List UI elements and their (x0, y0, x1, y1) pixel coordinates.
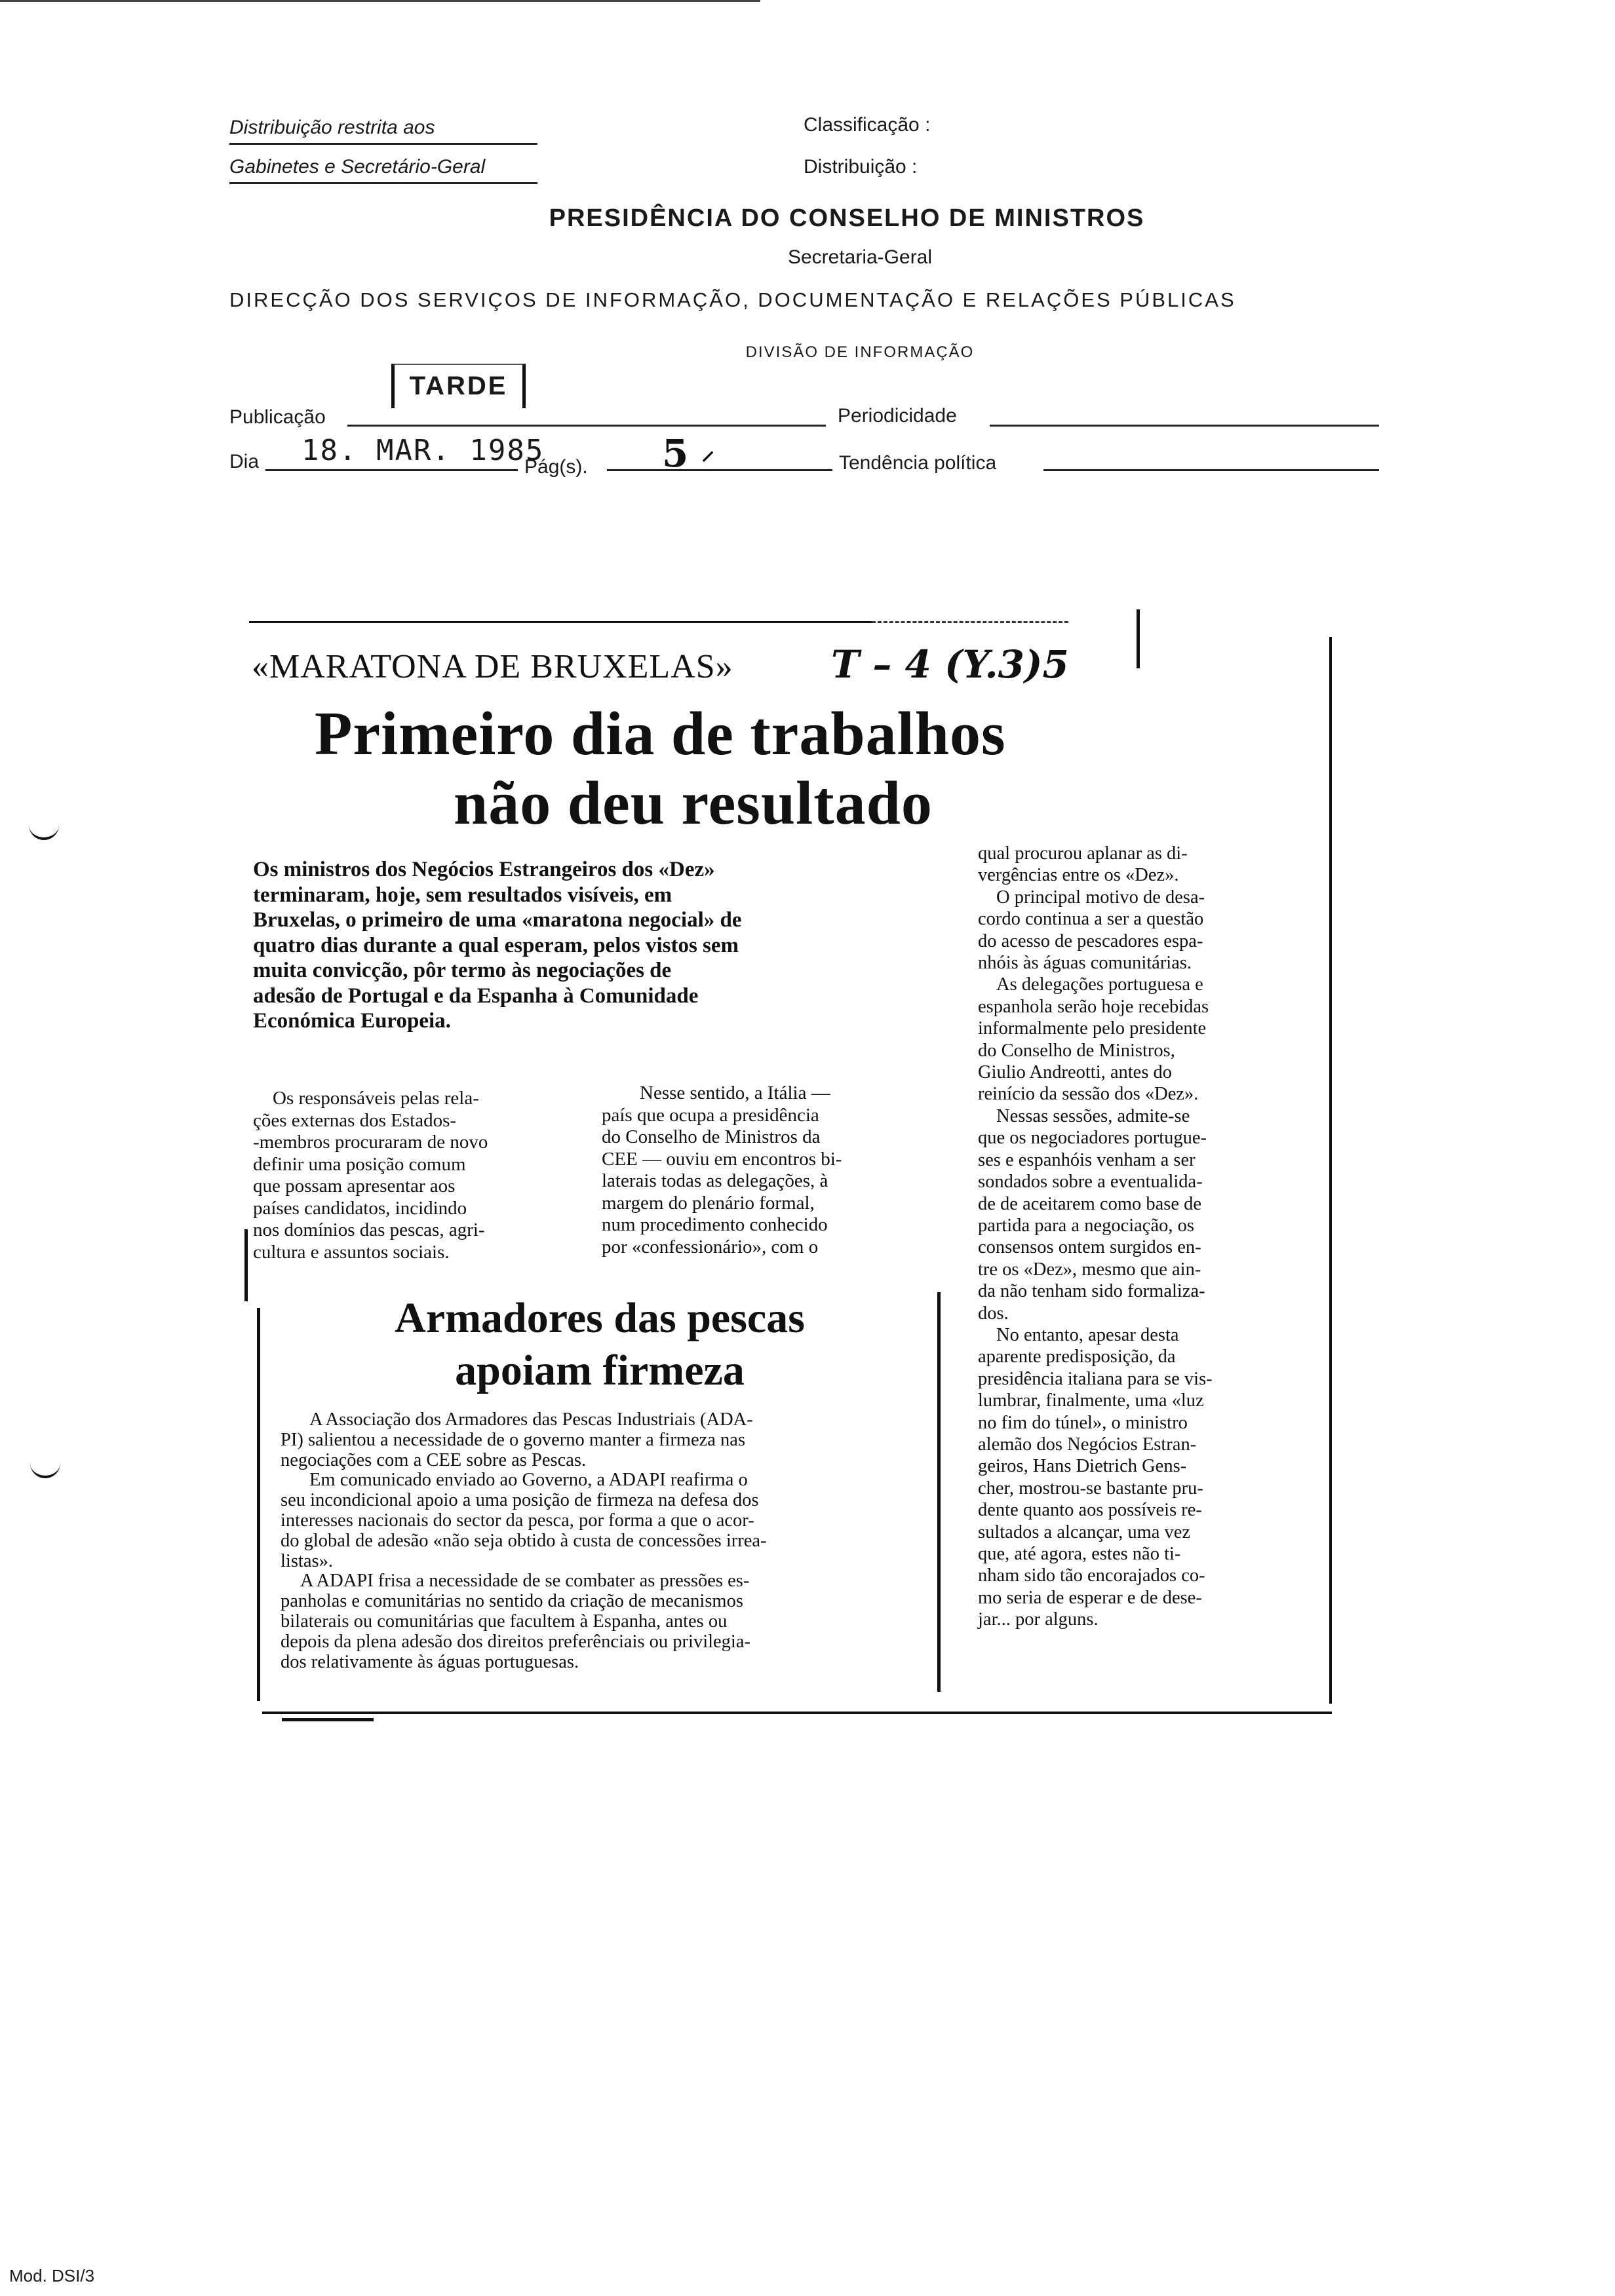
headline-line1: Primeiro dia de trabalhos (315, 700, 1006, 768)
box-line: listas». (281, 1550, 333, 1571)
column-line: nos domínios das pescas, agri- (253, 1219, 485, 1240)
column-line: cultura e assuntos sociais. (253, 1241, 450, 1263)
clipping-right-edge (1329, 637, 1332, 1704)
column-line: que possam apresentar aos (253, 1176, 456, 1196)
restricted-underline-1 (229, 143, 537, 145)
date-stamp: 18. MAR. 1985 (302, 434, 545, 467)
column-line: da não tenham sido formaliza- (978, 1281, 1205, 1302)
restricted-distribution-line1: Distribuição restrita aos (229, 117, 435, 138)
form-code: Mod. DSI/3 (9, 2266, 95, 2286)
publication-stamp (391, 364, 526, 408)
box-line: PI) salientou a necessidade de o governo manter a firmeza nas (281, 1429, 746, 1450)
box-line: bilaterais ou comunitárias que facultem à Espanha, antes ou (281, 1611, 728, 1632)
box-line: seu incondicional apoio a uma posição de firmeza na defesa dos (281, 1490, 759, 1511)
column-line: reinício da sessão dos «Dez». (978, 1084, 1199, 1105)
box-line: do global de adesão «não seja obtido à custa de concessões irrea- (281, 1530, 767, 1551)
lead-line: Os ministros dos Negócios Estrangeiros dos «Dez» (253, 858, 715, 881)
column-line: As delegações portuguesa e (996, 974, 1203, 995)
column-line: -membros procuraram de novo (253, 1132, 488, 1153)
binder-hole-mark-bottom (30, 1449, 60, 1478)
column-line: No entanto, apesar desta (996, 1324, 1179, 1345)
column-line: ções externas dos Estados- (253, 1109, 457, 1131)
handwritten-tick (1137, 609, 1140, 668)
institution-title: PRESIDÊNCIA DO CONSELHO DE MINISTROS (549, 204, 1145, 232)
box-body (281, 1410, 929, 1672)
column-line: tre os «Dez», mesmo que ain- (978, 1259, 1201, 1280)
column-line: país que ocupa a presidência (602, 1104, 819, 1126)
column-line: jar... por alguns. (978, 1609, 1099, 1630)
column-line: ses e espanhóis venham a ser (978, 1149, 1196, 1170)
box-left-rule (257, 1308, 260, 1701)
box-line: negociações com a CEE sobre as Pescas. (281, 1449, 587, 1470)
pages-check-mark: ⸝ (701, 435, 714, 466)
column-line: O principal motivo de desa- (996, 887, 1205, 908)
column-line: por «confessionário», com o (602, 1236, 819, 1257)
column-line: qual procurou aplanar as di- (978, 843, 1188, 864)
column-line: Giulio Andreotti, antes do (978, 1062, 1173, 1083)
column-line: Nesse sentido, a Itália — (640, 1082, 830, 1103)
column-line: informalmente pelo presidente (978, 1018, 1207, 1039)
column-line: nham sido tão encorajados co- (978, 1565, 1205, 1586)
publication-label: Publicação (229, 406, 326, 428)
column-line: cordo continua a ser a questão (978, 909, 1204, 930)
column-line: alemão dos Negócios Estran- (978, 1434, 1197, 1455)
box-line: depois da plena adesão dos direitos preferênciais ou privilegia- (281, 1631, 750, 1652)
scan-edge-line (0, 0, 760, 2)
column-line: países candidatos, incidindo (253, 1197, 467, 1219)
periodicity-line (990, 425, 1379, 427)
restricted-distribution-line2: Gabinetes e Secretário-Geral (229, 156, 486, 178)
column-line: Os responsáveis pelas rela- (273, 1088, 479, 1109)
box-line: A ADAPI frisa a necessidade de se combater as pressões es- (300, 1571, 750, 1592)
classification-label: Classificação : (804, 114, 931, 136)
kicker: «MARATONA DE BRUXELAS» (252, 648, 733, 685)
column-line: consensos ontem surgidos en- (978, 1237, 1201, 1258)
binder-hole-mark-top (29, 811, 59, 840)
box-title-line1: Armadores das pescas (395, 1294, 805, 1342)
column-divider-mark (244, 1229, 248, 1301)
column-line: sondados sobre a eventualida- (978, 1172, 1203, 1193)
body-column-2 (602, 1082, 941, 1258)
column-line: CEE — ouviu em encontros bi- (602, 1148, 842, 1170)
column-line: espanhola serão hoje recebidas (978, 996, 1209, 1017)
column-line: margem do plenário formal, (602, 1192, 815, 1214)
directorate-title: DIRECÇÃO DOS SERVIÇOS DE INFORMAÇÃO, DOCUMENTAÇÃO E RELAÇÕES PÚBLICAS (229, 288, 1236, 311)
clipping-top-rule (249, 621, 872, 623)
pages-value: 5 (662, 431, 689, 476)
clipping-bottom-rule-thick (282, 1718, 374, 1721)
lead-line: Bruxelas, o primeiro de uma «maratona negocial» de (253, 908, 742, 932)
distribution-label: Distribuição : (804, 156, 918, 178)
column-line: num procedimento conhecido (602, 1214, 828, 1235)
body-column-3 (978, 843, 1308, 1631)
restricted-underline-2 (229, 182, 537, 184)
column-line: presidência italiana para se vis- (978, 1368, 1213, 1389)
periodicity-label: Periodicidade (838, 405, 957, 427)
column-line: dos. (978, 1303, 1009, 1324)
column-line: geiros, Hans Dietrich Gens- (978, 1456, 1187, 1477)
column-line: do Conselho de Ministros da (602, 1126, 821, 1147)
column-line: sultados a alcançar, uma vez (978, 1521, 1191, 1542)
column-line: partida para a negociação, os (978, 1215, 1194, 1236)
box-line: interesses nacionais do sector da pesca, por forma a que o acor- (281, 1510, 754, 1531)
column-line: que os negociadores portugue- (978, 1128, 1207, 1149)
column-line: laterais todas as delegações, à (602, 1170, 828, 1191)
division-title: DIVISÃO DE INFORMAÇÃO (745, 343, 975, 361)
lead-line: terminaram, hoje, sem resultados visíveis, em (253, 883, 672, 907)
headline-line2: não deu resultado (454, 769, 933, 837)
pages-label: Pág(s). (524, 456, 588, 478)
lead-line: muita convicção, pôr termo às negociações de (253, 959, 672, 982)
column-line: nhóis às águas comunitárias. (978, 953, 1192, 974)
box-line: Em comunicado enviado ao Governo, a ADAPI reafirma o (309, 1470, 748, 1491)
column-line: definir uma posição comum (253, 1153, 466, 1175)
column-line: lumbrar, finalmente, uma «luz (978, 1390, 1204, 1411)
box-line: panholas e comunitárias no sentido da criação de mecanismos (281, 1591, 743, 1612)
clipping-top-rule-dashed (872, 621, 1068, 623)
column-line: aparente predisposição, da (978, 1347, 1176, 1368)
column-line: vergências entre os «Dez». (978, 865, 1179, 886)
column-line: que, até agora, estes não ti- (978, 1544, 1181, 1564)
body-column-1 (253, 1088, 581, 1263)
box-line: A Associação dos Armadores das Pescas Industriais (ADA- (309, 1409, 753, 1430)
lead-paragraph (253, 857, 941, 1034)
column-line: Nessas sessões, admite-se (996, 1105, 1190, 1126)
lead-line: Económica Europeia. (253, 1009, 451, 1033)
lead-line: quatro dias durante a qual esperam, pelos vistos sem (253, 933, 739, 957)
box-title-line2: apoiam firmeza (455, 1347, 745, 1394)
pages-line (607, 469, 832, 471)
column-line: de de aceitarem como base de (978, 1193, 1202, 1214)
column-line: dente quanto aos possíveis re- (978, 1500, 1202, 1521)
column-line: do Conselho de Ministros, (978, 1040, 1175, 1061)
political-tendency-label: Tendência política (839, 452, 997, 474)
publication-stamp-text: TARDE (409, 372, 508, 400)
column-line: no fim do túnel», o ministro (978, 1412, 1188, 1433)
handwritten-reference-note: T – 4 (Y.3)5 (831, 642, 1069, 687)
publication-line (347, 425, 826, 427)
box-right-rule (937, 1292, 941, 1692)
column-line: mo seria de esperar e de dese- (978, 1587, 1202, 1608)
day-label: Dia (229, 451, 260, 472)
clipping-bottom-rule (262, 1712, 1332, 1714)
column-line: cher, mostrou-se bastante pru- (978, 1478, 1203, 1499)
political-tendency-line (1043, 469, 1379, 471)
secretariat-title: Secretaria-Geral (787, 246, 933, 268)
lead-line: adesão de Portugal e da Espanha à Comunidade (253, 984, 699, 1008)
column-line: do acesso de pescadores espa- (978, 930, 1203, 951)
box-line: dos relativamente às águas portuguesas. (281, 1651, 579, 1672)
day-line (265, 469, 518, 471)
